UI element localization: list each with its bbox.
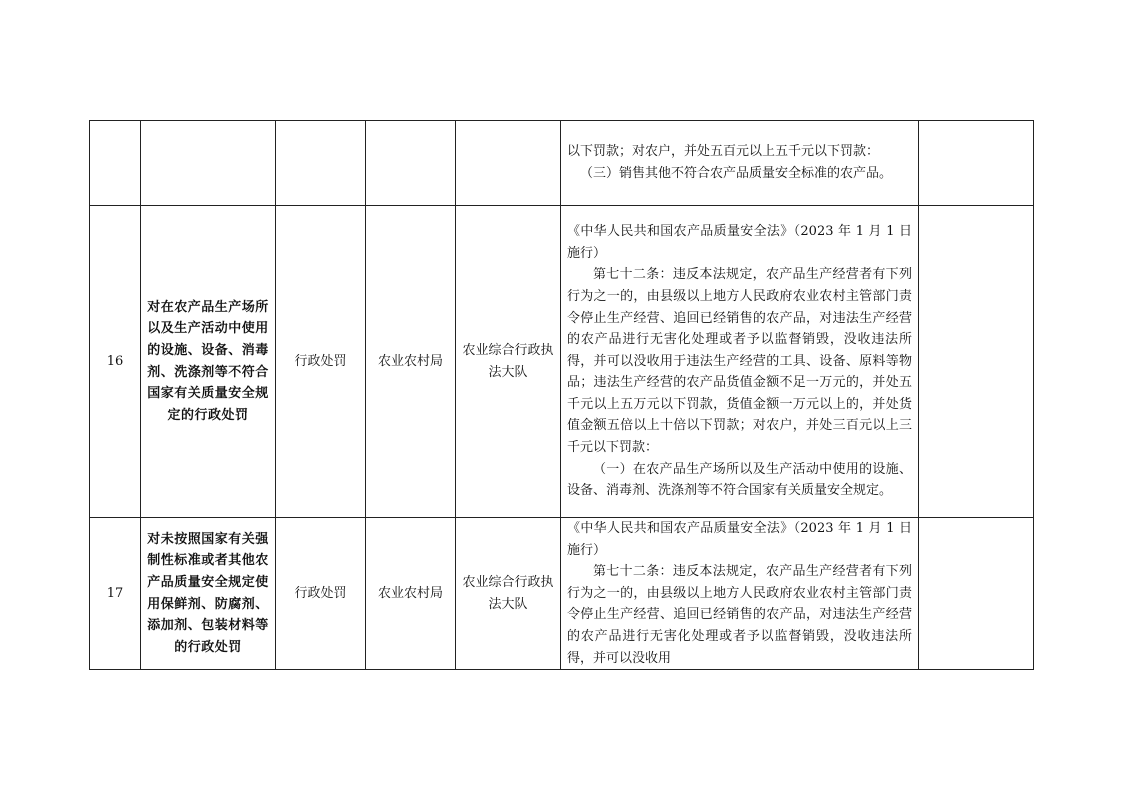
legal-basis-cell xyxy=(561,121,919,206)
legal-basis-cell xyxy=(561,206,919,518)
legal-basis-cell xyxy=(561,518,919,670)
department-cell xyxy=(366,518,456,670)
item-number-cell: 16 xyxy=(90,206,141,518)
table-row xyxy=(90,206,1034,518)
item-name-text: 对在农产品生产场所以及生产活动中使用的设施、设备、消毒剂、洗涤剂等不符合国家有关质量安全规定的行政处罚 xyxy=(147,299,269,423)
remarks-cell xyxy=(919,518,1034,670)
legal-basis-paragraph: 第七十二条：违反本法规定，农产品生产经营者有下列行为之一的，由县级以上地方人民政府农业农村主管部门责令停止生产经营、追回已经销售的农产品，对违法生产经营的农产品进行无害化处理或者予以监督销毁，没收违法所得，并可以没收用于违法生产经营的工具、设备、原料等物品；违法生产经营的农产品货值金额不足一万元的，并处五千元以上五万元以下罚款，货值金额一万元以上的，并处货值金额五倍以上十倍以下罚款；对农户，并处三百元以上三千元以下罚款： xyxy=(567,267,912,456)
item-name-cell xyxy=(141,121,276,206)
legal-basis-paragraph: 第七十二条：违反本法规定，农产品生产经营者有下列行为之一的，由县级以上地方人民政府农业农村主管部门责令停止生产经营、追回已经销售的农产品，对违法生产经营的农产品进行无害化处理或者予以监督销毁，没收违法所得，并可以没收用 xyxy=(567,564,912,666)
executing-body-cell xyxy=(456,518,561,670)
legal-basis-paragraph: （一）在农产品生产场所以及生产活动中使用的设施、设备、消毒剂、洗涤剂等不符合国家有关质量安全规定。 xyxy=(567,461,912,499)
legal-basis-paragraph: 以下罚款；对农户，并处五百元以上五千元以下罚款： xyxy=(567,144,880,160)
penalty-items-table xyxy=(89,120,1034,670)
item-number-cell xyxy=(90,121,141,206)
department-text: 农业农村局 xyxy=(377,353,443,369)
power-type-cell: 行政处罚 xyxy=(276,518,366,670)
table-row xyxy=(90,518,1034,670)
department-cell xyxy=(366,206,456,518)
remarks-cell xyxy=(919,206,1034,518)
table-row xyxy=(90,121,1034,206)
remarks-cell xyxy=(919,121,1034,206)
law-title: 《中华人民共和国农产品质量安全法》（2023 年 1 月 1 日施行） xyxy=(567,224,912,261)
power-type-cell xyxy=(276,121,366,206)
executing-body-text: 农业综合行政执法大队 xyxy=(462,342,554,380)
department-cell xyxy=(366,121,456,206)
executing-body-text: 农业综合行政执法大队 xyxy=(462,574,554,612)
executing-body-cell xyxy=(456,121,561,206)
department-text: 农业农村局 xyxy=(377,585,443,601)
item-number-cell: 17 xyxy=(90,518,141,670)
executing-body-cell xyxy=(456,206,561,518)
law-title: 《中华人民共和国农产品质量安全法》（2023 年 1 月 1 日施行） xyxy=(567,521,912,558)
item-name-text: 对未按照国家有关强制性标准或者其他农产品质量安全规定使用保鲜剂、防腐剂、添加剂、包装材料等的行政处罚 xyxy=(147,531,269,655)
item-name-cell xyxy=(141,518,276,670)
power-type-cell: 行政处罚 xyxy=(276,206,366,518)
item-name-cell xyxy=(141,206,276,518)
legal-basis-paragraph: （三）销售其他不符合农产品质量安全标准的农产品。 xyxy=(580,166,893,181)
